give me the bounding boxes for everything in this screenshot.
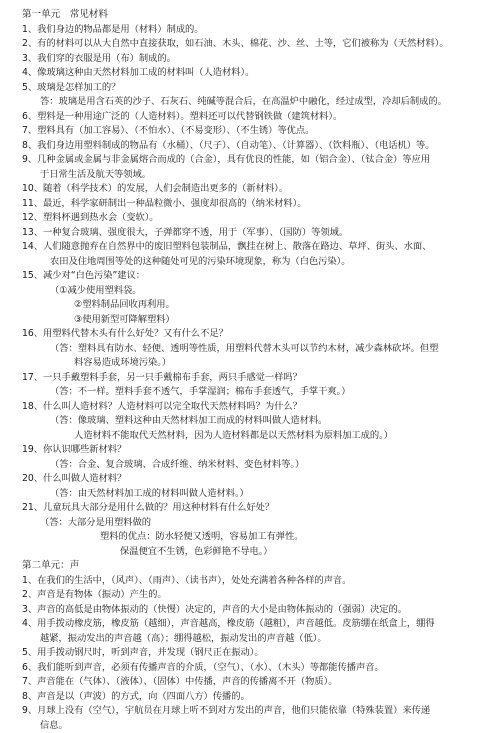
list-item: 11、最近，科学家研制出一种晶粒微小、强度却很高的（纳米材料）。 <box>22 197 484 212</box>
answer-line: （答：由天然材料加工成的材料叫做人造材料。） <box>22 487 484 502</box>
list-item: 12、塑料杯遇到热水会（变软）。 <box>22 211 484 226</box>
answer-line: （答：塑料具有防水、轻便、透明等性质，用塑料代替木头可以节约木材，减少森林砍坏。但塑 <box>22 342 484 357</box>
list-item: 17、一只手戴塑料手套，另一只手戴棉布手套，两只手感觉一样吗？ <box>22 371 484 386</box>
list-item: 5、用手拨动钢尺时，听到声音，并发现（钢尺正在振动）。 <box>22 646 484 661</box>
answer-line: 答：玻璃是用含石英的沙子、石灰石、纯碱等混合后，在高温炉中融化，经过成型，冷却后制成的。 <box>22 95 484 110</box>
list-item: 6、塑料是一种用途广泛的（人造材料）。塑料还可以代替钢铁做（建筑材料）。 <box>22 110 484 125</box>
answer-line: 人造材料不能取代天然材料，因为人造材料都是以天然材料为原料加工成的。） <box>22 429 484 444</box>
list-item: 20、什么叫做人造材料？ <box>22 472 484 487</box>
list-item: 8、声音是以（声波）的方式，向（四面八方）传播的。 <box>22 690 484 705</box>
list-item: 21、儿童玩具大部分是用什么做的？用这种材料有什么好处？ <box>22 501 484 516</box>
unit2-heading: 第二单元：声 <box>22 559 484 574</box>
list-item: 15、减少对“白色污染”建议： <box>22 269 484 284</box>
answer-line: （答：像玻璃、塑料这种由天然材料加工而成的材料叫做人造材料。 <box>22 414 484 429</box>
answer-line: （答：不一样。塑料手套不透气，手掌湿润；棉布手套透气，手掌干爽。） <box>22 385 484 400</box>
list-item: 19、你认识哪些新材料？ <box>22 443 484 458</box>
suggestion-line: ③使用新型可降解塑料） <box>22 313 484 328</box>
suggestion-line: （①减少使用塑料袋。 <box>22 284 484 299</box>
answer-line: 料容易造成环境污染。） <box>22 356 484 371</box>
list-item: 9、月球上没有（空气），宇航员在月球上听不到对方发出的声音，他们只能依靠（特殊装置）来传递 <box>22 704 484 719</box>
list-item: 18、什么叫人造材料？人造材料可以完全取代天然材料吗？为什么？ <box>22 400 484 415</box>
list-item: 1、在我们的生活中，（风声）、（雨声）、（读书声），处处充满着各种各样的声音。 <box>22 574 484 589</box>
list-item: 2、声音是有物体（振动）产生的。 <box>22 588 484 603</box>
list-item: 1、我们身边的物品都是用（材料）制成的。 <box>22 23 484 38</box>
list-item: 10、随着（科学技术）的发展，人们会制造出更多的（新材料）。 <box>22 182 484 197</box>
list-item-continuation: 农田及住地周围等处的这种随处可见的污染环境现象，称为（白色污染）。 <box>22 255 484 270</box>
answer-line: （答：大部分是用塑料做的 <box>22 516 484 531</box>
list-item: 13、一种复合玻璃、强度很大，子弹都穿不透，用于（军事）、（国防）等领域。 <box>22 226 484 241</box>
list-item: 3、我们穿的衣服是用（布）制成的。 <box>22 52 484 67</box>
suggestion-line: ②塑料制品回收再利用。 <box>22 298 484 313</box>
answer-line: 保温便宜不生锈，色彩鲜艳不导电。） <box>22 545 484 560</box>
list-item: 5、玻璃是怎样加工的？ <box>22 81 484 96</box>
list-item: 3、声音的高低是由物体振动的（快慢）决定的，声音的大小是由物体振动的（强弱）决定的。 <box>22 603 484 618</box>
list-item: 8、我们身边用塑料制成的物品有（水桶）、（尺子）、（自动笔）、（计算器）、（饮料瓶）、（电话机）等。 <box>22 139 484 154</box>
list-item: 4、像玻璃这种由天然材料加工成的材料叫（人造材料）。 <box>22 66 484 81</box>
list-item: 7、塑料具有（加工容易）、（不怕水）、（不易变形）、（不生锈）等优点。 <box>22 124 484 139</box>
list-item-continuation: 越紧，振动发出的声音越（高）；绷得越松，振动发出的声音越（低）。 <box>22 632 484 647</box>
list-item: 6、我们能听到声音，必须有传播声音的介质，（空气）、（水）、（木头）等都能传播声音。 <box>22 661 484 676</box>
list-item-continuation: 于日常生活及航天等领域。 <box>22 168 484 183</box>
list-item: 9、几种金属或金属与非金属熔合而成的（合金），具有优良的性能，如（铝合金）、（钛合金）等应用 <box>22 153 484 168</box>
list-item: 2、有的材料可以从大自然中直接获取，如石油、木头、棉花、沙、丝、土等，它们被称为（天然材料）。 <box>22 37 484 52</box>
answer-line: 塑料的优点：防水轻便又透明，容易加工有弹性。 <box>22 530 484 545</box>
list-item: 4、用手拨动橡皮筋，橡皮筋（越细），声音越高，橡皮筋（越粗），声音越低。皮筋绷在纸盒上，绷得 <box>22 617 484 632</box>
list-item: 16、用塑料代替木头有什么好处？又有什么不足？ <box>22 327 484 342</box>
list-item: 7、声音能在（气体）、（液体）、（固体）中传播，声音的传播离不开（物质）。 <box>22 675 484 690</box>
answer-line: （答：合金、复合玻璃、合成纤维、纳米材料、变色材料等。） <box>22 458 484 473</box>
list-item-continuation: 信息。 <box>22 719 484 733</box>
list-item: 14、人们随意抛弃在自然界中的废旧塑料包装制品，飘挂在树上、散落在路边、草坪、街头、水面、 <box>22 240 484 255</box>
unit1-heading: 第一单元 常见材料 <box>22 8 484 23</box>
